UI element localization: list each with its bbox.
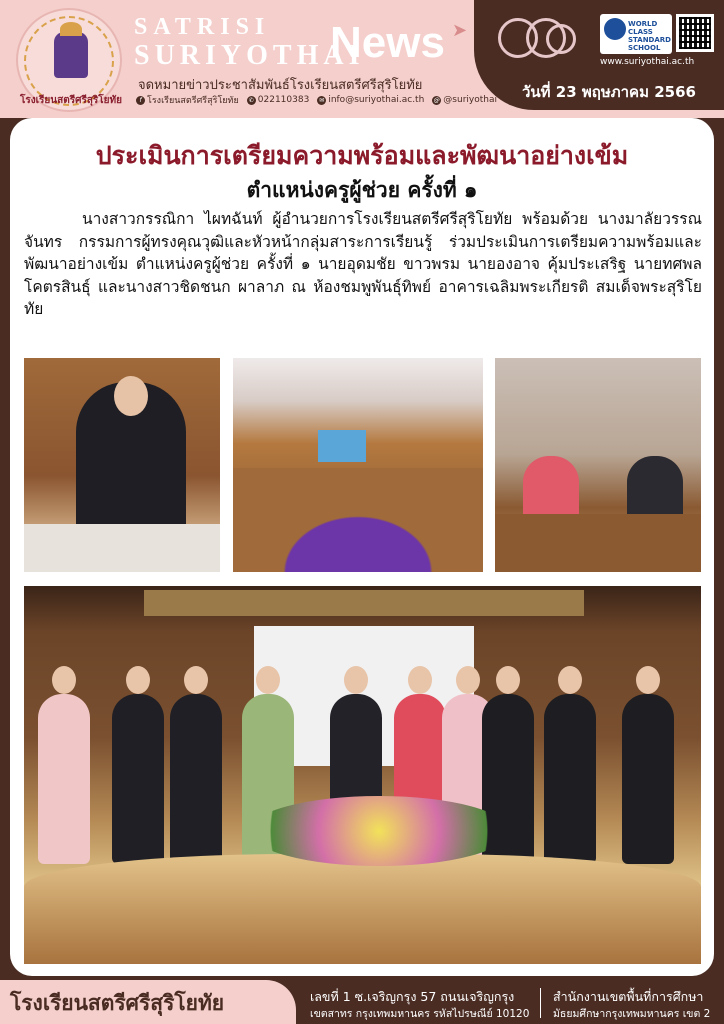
facebook-icon: f — [136, 96, 145, 105]
footer-address-line-2: เขตสาทร กรุงเทพมหานคร รหัสไปรษณีย์ 10120 — [310, 1008, 530, 1020]
article-subtitle: ตำแหน่งครูผู้ช่วย ครั้งที่ ๑ — [246, 178, 478, 202]
phone-icon: ✆ — [248, 96, 254, 104]
contact-bar — [136, 93, 497, 107]
school-seal-logo — [16, 8, 122, 112]
footer-office-line-2: มัธยมศึกษากรุงเทพมหานคร เขต 2 — [553, 1008, 711, 1020]
contact-social[interactable]: @ @suriyothai — [433, 95, 497, 105]
photo-group — [24, 586, 701, 964]
brand-line-1: SATRISI — [134, 14, 271, 40]
newsletter-subtitle: จดหมายข่าวประชาสัมพันธ์โรงเรียนสตรีศรีสุริโยทัย — [138, 78, 423, 93]
footer-address-line-1: เลขที่ 1 ซ.เจริญกรุง 57 ถนนเจริญกรุง — [310, 989, 515, 1004]
world-class-standard-logo: WORLD CLASS STANDARD SCHOOL — [600, 14, 672, 54]
brand-news: News — [330, 18, 445, 67]
brand-line-2: SURIYOTHAI — [134, 40, 365, 71]
paper-plane-icon: ➤ — [452, 20, 468, 41]
footer-office-line-1: สำนักงานเขตพื้นที่การศึกษา — [553, 989, 704, 1004]
elephant-emblem-icon — [54, 32, 88, 78]
photo-meeting-room — [233, 358, 483, 572]
photo-committee-members — [495, 358, 701, 572]
article-title: ประเมินการเตรียมความพร้อมและพัฒนาอย่างเข้ม — [95, 141, 629, 170]
at-icon: @ — [433, 96, 440, 104]
globe-icon — [604, 18, 626, 40]
footer-school-name: โรงเรียนสตรีศรีสุริโยทัย — [10, 991, 225, 1015]
article-body: นางสาวกรรณิกา ไผทฉันท์ ผู้อำนวยการโรงเรียนสตรีศรีสุริโยทัย พร้อมด้วย นางมาลัยวรรณ จันทร กรรมการผู้ทรงคุณวุฒิและหัวหน้ากลุ่มสาระการเรียนรู้ ร่วมประเมินการเตรียมความพร้อมและพัฒนาอย่างเข้ม ตำแหน่งครูผู้ช่วย ครั้งที่ ๑ นายอุดมชัย ขาวพรม นายองอาจ คุ้มประเสริฐ นายทศพล โคตรสินธุ์ และนางสาวชิดชนก ผาลาภ ณ ห้องชมพูพันธุ์ทิพย์ อาคารเฉลิมพระเกียรติ สมเด็จพระสุริโยทัย — [24, 210, 702, 318]
footer-divider — [540, 988, 541, 1018]
anniversary-logo — [490, 10, 582, 68]
mail-icon: ✉ — [319, 96, 325, 104]
photo-director-signing — [24, 358, 220, 572]
website-link[interactable]: www.suriyothai.ac.th — [600, 57, 695, 67]
contact-email[interactable]: ✉ info@suriyothai.ac.th — [319, 95, 425, 105]
seal-text: โรงเรียนสตรีศรีสุริโยทัย — [20, 95, 122, 106]
qr-code[interactable] — [676, 14, 714, 52]
issue-date: วันที่ 23 พฤษภาคม 2566 — [522, 83, 696, 101]
contact-phone[interactable]: ✆ 022110383 — [248, 95, 310, 105]
contact-facebook[interactable]: f โรงเรียนสตรีศรีสุริโยทัย — [136, 93, 239, 107]
